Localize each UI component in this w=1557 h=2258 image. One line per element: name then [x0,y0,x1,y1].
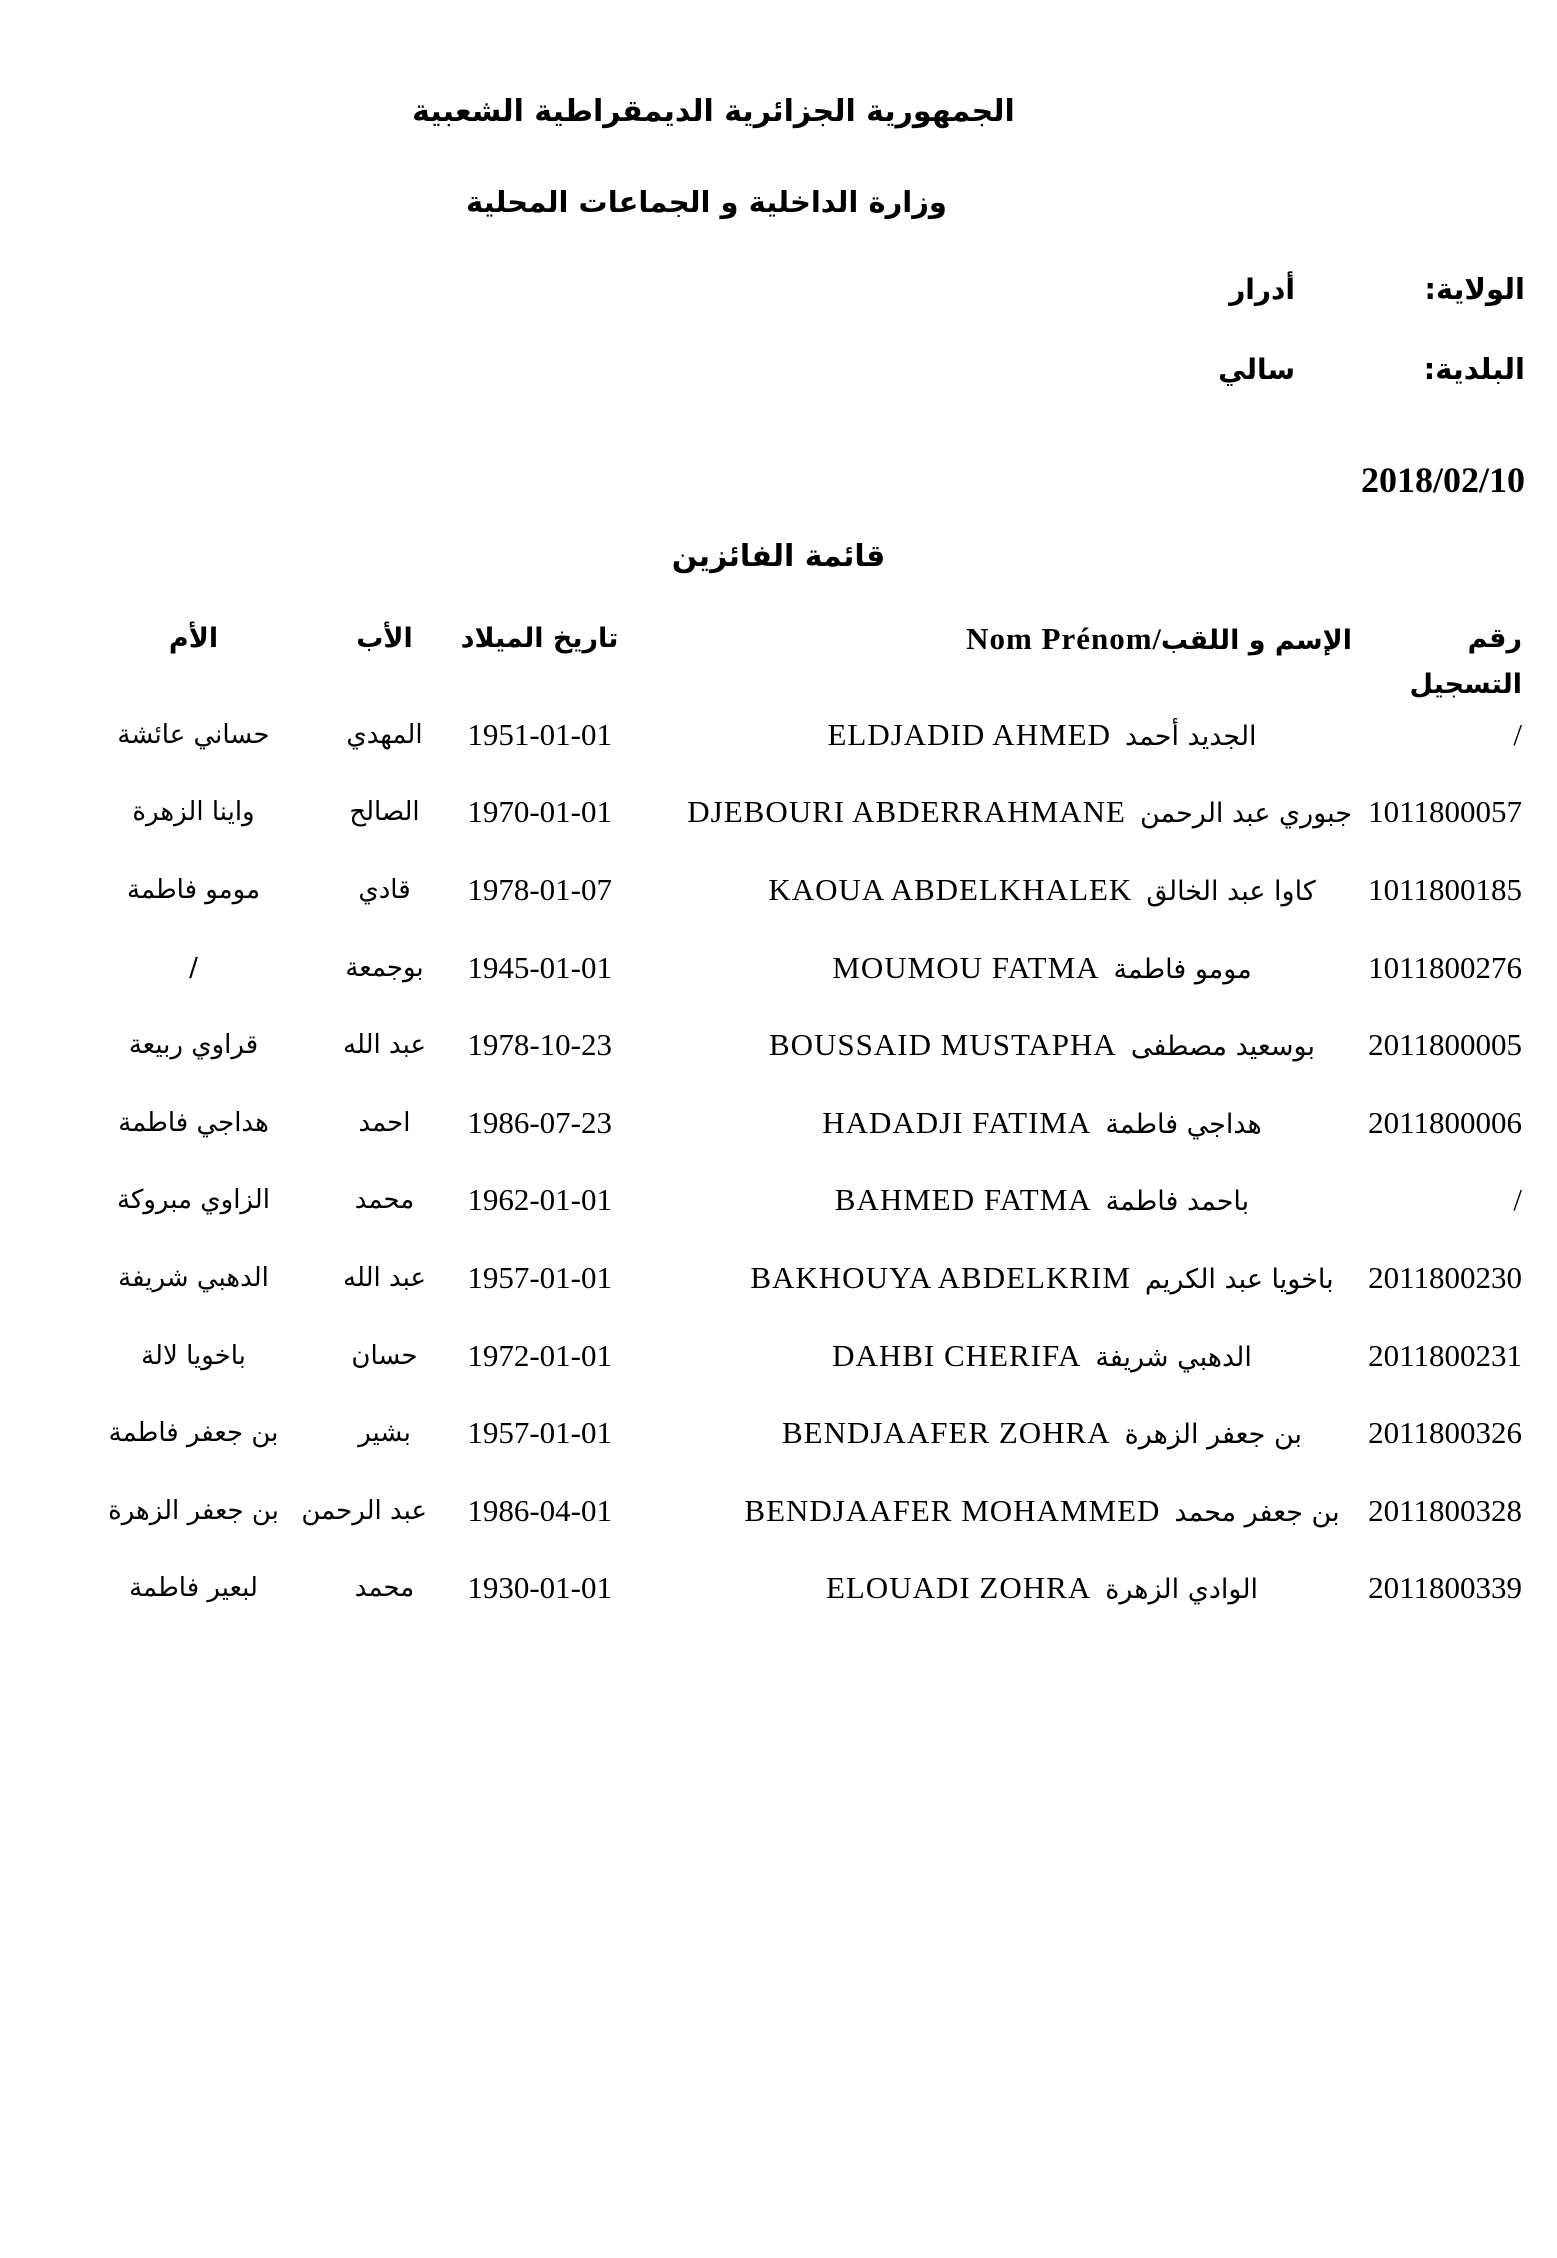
table-row [0,1550,1522,1628]
cell-registration-number: 2011800328 [1368,1492,1522,1528]
name-latin: ELDJADID AHMED [827,716,1111,752]
table-row [0,1317,1522,1395]
cell-father-name: احمد [358,1107,411,1138]
cell-registration-number: 1011800276 [1368,949,1522,985]
cell-registration-number: 2011800006 [1368,1104,1522,1140]
name-latin: KAOUA ABDELKHALEK [768,871,1133,907]
cell-mother-name: بن جعفر الزهرة [108,1495,279,1526]
table-row [0,1084,1522,1162]
column-header-name-latin: Nom Prénom [966,621,1153,656]
cell-mother-name: بن جعفر فاطمة [108,1418,279,1449]
name-latin: MOUMOU FATMA [832,949,1100,985]
column-header-mother: الأم [168,623,219,654]
table-row [0,851,1522,929]
column-header-registration: رقم التسجيل [1409,623,1522,700]
name-latin: DJEBOURI ABDERRAHMANE [687,794,1126,830]
commune-row [1218,348,1525,391]
cell-mother-name: قراوي ربيعة [128,1030,259,1061]
table-row [0,1006,1522,1084]
cell-father-name: بوجمعة [345,952,424,983]
wilaya-label: الولاية: [1424,272,1525,306]
name-arabic: مومو فاطمة [1113,953,1252,985]
name-arabic: بن جعفر الزهرة [1124,1419,1303,1451]
cell-name [652,1338,1352,1374]
table-body [0,696,1522,1627]
cell-father-name: عبد الله [343,1030,426,1061]
commune-value: سالي [1218,353,1295,386]
name-latin: HADADJI FATIMA [822,1104,1092,1140]
cell-name [652,1415,1352,1451]
cell-birth-date: 1986-07-23 [467,1104,612,1140]
name-latin: BAKHOUYA ABDELKRIM [750,1259,1131,1295]
cell-registration-number: 2011800326 [1368,1415,1522,1451]
cell-registration-number: 1011800185 [1368,871,1522,907]
name-latin: BOUSSAID MUSTAPHA [768,1027,1117,1063]
cell-father-name: بشير [358,1418,411,1449]
cell-father-name: محمد [354,1573,415,1604]
name-latin: BENDJAAFER ZOHRA [781,1415,1111,1451]
cell-mother-name: مومو فاطمة [127,874,260,905]
cell-mother-name: / [189,952,198,983]
name-latin: BENDJAAFER MOHAMMED [744,1492,1161,1528]
cell-mother-name: هداجي فاطمة [118,1107,269,1138]
cell-registration-number: 2011800230 [1368,1259,1522,1295]
table-header-row [0,616,1522,708]
cell-birth-date: 1986-04-01 [467,1492,612,1528]
cell-birth-date: 1962-01-01 [467,1182,612,1218]
cell-birth-date: 1951-01-01 [467,716,612,752]
cell-registration-number: 2011800231 [1368,1337,1522,1373]
table-row [0,1472,1522,1550]
column-header-birth-date: تاريخ الميلاد [460,623,619,654]
cell-registration-number: 2011800005 [1368,1027,1522,1063]
name-arabic: الدهبي شريفة [1095,1341,1252,1373]
cell-mother-name: باخويا لالة [141,1340,246,1371]
cell-registration-number: / [1513,716,1522,752]
column-header-name-separator: / [1152,623,1161,656]
cell-father-name: الصالح [349,797,420,828]
cell-name [652,794,1352,830]
name-latin: BAHMED FATMA [834,1182,1092,1218]
cell-name [652,717,1352,753]
cell-birth-date: 1930-01-01 [467,1570,612,1606]
cell-father-name: محمد [354,1185,415,1216]
name-arabic: كاوا عبد الخالق [1146,875,1316,907]
document-date: 2018/02/10 [1360,460,1525,500]
cell-name [652,1493,1352,1529]
name-arabic: بن جعفر محمد [1174,1496,1340,1528]
cell-father-name: المهدي [346,719,423,750]
cell-registration-number: / [1513,1182,1522,1218]
cell-father-name: قادي [358,874,411,905]
cell-mother-name: الزاوي مبروكة [117,1185,270,1216]
cell-father-name: عبد الله [343,1262,426,1293]
name-arabic: باحمد فاطمة [1105,1186,1250,1218]
column-header-name-arabic: الإسم و اللقب [1160,625,1352,656]
cell-registration-number: 2011800339 [1368,1570,1522,1606]
wilaya-row [1229,268,1525,311]
cell-name [652,950,1352,986]
table-row [0,774,1522,852]
cell-mother-name: الدهبي شريفة [118,1262,269,1293]
cell-mother-name: واينا الزهرة [132,797,255,828]
column-header-father: الأب [356,623,413,654]
cell-mother-name: حساني عائشة [117,719,270,750]
cell-name [652,1027,1352,1063]
cell-birth-date: 1978-10-23 [467,1027,612,1063]
table-row [0,1239,1522,1317]
name-arabic: جبوري عبد الرحمن [1139,798,1352,830]
cell-birth-date: 1957-01-01 [467,1259,612,1295]
cell-name [652,1260,1352,1296]
cell-registration-number: 1011800057 [1368,794,1522,830]
name-arabic: الوادي الزهرة [1105,1574,1259,1606]
ministry-title: وزارة الداخلية و الجماعات المحلية [466,185,947,219]
cell-name [652,1182,1352,1218]
name-arabic: هداجي فاطمة [1105,1108,1262,1140]
cell-birth-date: 1945-01-01 [467,949,612,985]
cell-name [652,872,1352,908]
republic-title: الجمهورية الجزائرية الديمقراطية الشعبية [412,94,1015,129]
page-title: قائمة الفائزين [671,539,886,574]
name-latin: ELOUADI ZOHRA [825,1570,1092,1606]
wilaya-value: أدرار [1229,273,1295,306]
cell-birth-date: 1972-01-01 [467,1337,612,1373]
name-arabic: باخويا عبد الكريم [1144,1263,1334,1295]
cell-name [652,1105,1352,1141]
table-row [0,929,1522,1007]
name-arabic: الجديد أحمد [1124,720,1257,752]
cell-birth-date: 1978-01-07 [467,871,612,907]
cell-name [652,1570,1352,1606]
cell-mother-name: لبعير فاطمة [129,1573,258,1604]
name-latin: DAHBI CHERIFA [832,1337,1082,1373]
table-row [0,1394,1522,1472]
name-arabic: بوسعيد مصطفى [1130,1031,1316,1063]
cell-birth-date: 1957-01-01 [467,1415,612,1451]
table-row [0,1162,1522,1240]
table-row [0,696,1522,774]
cell-father-name: حسان [351,1340,418,1371]
column-header-name [652,616,1352,708]
commune-label: البلدية: [1423,352,1525,386]
cell-birth-date: 1970-01-01 [467,794,612,830]
cell-father-name: عبد الرحمن [301,1495,427,1526]
